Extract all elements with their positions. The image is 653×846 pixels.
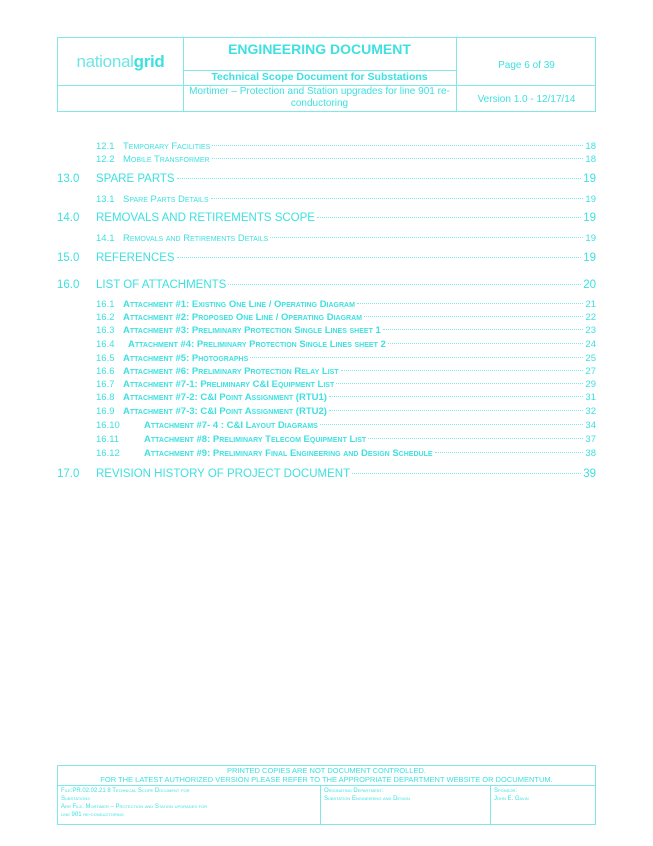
toc-entry-page: 39 xyxy=(583,468,596,480)
toc-entry-number: 12.2 xyxy=(96,154,115,165)
toc-entry-title: Attachment #7-2: C&I Point Assignment (RTU1) xyxy=(123,392,327,403)
toc-entry-page: 24 xyxy=(585,339,596,350)
toc-leader-dots xyxy=(388,343,584,344)
toc-leader-dots xyxy=(329,410,583,411)
toc-entry[interactable] xyxy=(96,379,596,390)
toc-entry-number: 14.1 xyxy=(96,233,115,244)
footer-divider xyxy=(490,785,491,825)
toc-entry-title: Mobile Transformer xyxy=(123,154,210,165)
toc-entry-number: 16.11 xyxy=(96,434,120,445)
toc-entry-number: 16.8 xyxy=(96,392,115,403)
toc-entry-page: 37 xyxy=(585,434,596,445)
toc-entry-number: 16.6 xyxy=(96,366,115,377)
toc-entry[interactable] xyxy=(96,325,596,336)
toc-entry-page: 19 xyxy=(583,252,596,264)
toc-leader-dots xyxy=(336,383,583,384)
footer-sponsor-value: John E. Gavin xyxy=(494,796,529,802)
toc-entry[interactable] xyxy=(96,392,596,403)
toc-leader-dots xyxy=(228,284,581,285)
toc-entry[interactable] xyxy=(96,353,596,364)
toc-leader-dots xyxy=(270,237,583,238)
footer-divider xyxy=(58,785,595,786)
toc-entry-title: Attachment #1: Existing One Line / Operating Diagram xyxy=(123,299,355,310)
toc-entry-page: 22 xyxy=(585,312,596,323)
toc-leader-dots xyxy=(212,158,584,159)
toc-entry-page: 18 xyxy=(585,141,596,152)
logo-text-national: national xyxy=(76,51,134,71)
toc-entry-title: Attachment #9: Preliminary Final Engineering and Design Schedule xyxy=(144,448,433,459)
toc-entry-number: 16.0 xyxy=(57,279,80,291)
document-description: Mortimer – Protection and Station upgrades for line 901 re-conductoring xyxy=(189,86,450,109)
toc-leader-dots xyxy=(177,257,582,258)
toc-entry-number: 12.1 xyxy=(96,141,115,152)
footer-file-line: File:PR.02.02.21 8 Technical Scope Document for xyxy=(61,788,190,794)
footer-sponsor-label: Sponsor: xyxy=(494,788,518,794)
footer-file-info xyxy=(61,787,317,819)
footer-department-label: Originating Department: xyxy=(324,788,384,794)
toc-entry-page: 38 xyxy=(585,448,596,459)
toc-entry-title: Attachment #7- 4 : C&I Layout Diagrams xyxy=(144,420,318,431)
toc-entry[interactable] xyxy=(96,299,596,310)
footer-sponsor xyxy=(494,787,594,803)
toc-entry-page: 34 xyxy=(585,420,596,431)
toc-entry[interactable] xyxy=(96,366,596,377)
toc-entry-title: Attachment #2: Proposed One Line / Operating Diagram xyxy=(123,312,362,323)
toc-leader-dots xyxy=(364,316,583,317)
toc-entry-page: 31 xyxy=(585,392,596,403)
toc-entry-title: LIST OF ATTACHMENTS xyxy=(96,279,227,291)
toc-entry-title: Attachment #3: Preliminary Protection Single Lines sheet 1 xyxy=(123,325,381,336)
page-number: Page 6 of 39 xyxy=(498,60,555,71)
toc-entry-title: Attachment #8: Preliminary Telecom Equipment List xyxy=(144,434,367,445)
footer-notice-line1: PRINTED COPIES ARE NOT DOCUMENT CONTROLLED. xyxy=(227,766,426,775)
toc-entry-number: 16.7 xyxy=(96,379,115,390)
toc-leader-dots xyxy=(341,370,584,371)
toc-entry-number: 15.0 xyxy=(57,252,80,264)
toc-leader-dots xyxy=(435,452,584,453)
toc-entry-title: SPARE PARTS xyxy=(96,173,175,185)
toc-entry-page: 19 xyxy=(585,233,596,244)
toc-entry-title: REFERENCES xyxy=(96,252,175,264)
toc-entry[interactable] xyxy=(57,279,596,291)
toc-entry-number: 16.1 xyxy=(96,299,115,310)
toc-entry[interactable] xyxy=(57,212,596,224)
toc-entry[interactable] xyxy=(96,339,596,350)
document-subtitle: Technical Scope Document for Substations xyxy=(211,71,428,83)
toc-leader-dots xyxy=(383,329,584,330)
toc-leader-dots xyxy=(352,473,581,474)
toc-entry-title: Temporary Facilities xyxy=(123,141,211,152)
footer-file-line: line 901 re-conductoring xyxy=(61,812,124,818)
toc-entry-title: Attachment #4: Preliminary Protection Single Lines sheet 2 xyxy=(128,339,386,350)
document-title: ENGINEERING DOCUMENT xyxy=(228,41,411,57)
toc-entry[interactable] xyxy=(96,233,596,244)
toc-entry-number: 14.0 xyxy=(57,212,80,224)
toc-entry[interactable] xyxy=(96,194,596,205)
footer-file-line: Arr File: Mortimer – Protection and Station upgrades for xyxy=(61,804,208,810)
toc-entry-number: 16.9 xyxy=(96,406,115,417)
footer-file-line: Substations xyxy=(61,796,90,802)
toc-leader-dots xyxy=(177,178,582,179)
toc-entry-number: 16.10 xyxy=(96,420,120,431)
toc-leader-dots xyxy=(320,424,584,425)
toc-entry-number: 16.5 xyxy=(96,353,115,364)
toc-entry-number: 16.4 xyxy=(96,339,115,350)
toc-entry-number: 16.2 xyxy=(96,312,115,323)
toc-leader-dots xyxy=(317,217,581,218)
document-footer xyxy=(57,765,596,825)
toc-entry-title: Attachment #7-3: C&I Point Assignment (RTU2) xyxy=(123,406,327,417)
toc-leader-dots xyxy=(329,396,583,397)
footer-divider xyxy=(320,785,321,825)
toc-entry[interactable] xyxy=(96,154,596,165)
toc-entry-title: Attachment #7-1: Preliminary C&I Equipment List xyxy=(123,379,335,390)
toc-entry[interactable] xyxy=(57,252,596,264)
toc-entry-page: 20 xyxy=(583,279,596,291)
footer-department-value: Substation Engineering and Design xyxy=(324,796,410,802)
toc-entry-page: 18 xyxy=(585,154,596,165)
toc-entry-title: REMOVALS AND RETIREMENTS SCOPE xyxy=(96,212,315,224)
toc-entry-number: 16.3 xyxy=(96,325,115,336)
toc-entry-number: 13.1 xyxy=(96,194,115,205)
toc-entry-page: 19 xyxy=(583,212,596,224)
toc-entry-page: 23 xyxy=(585,325,596,336)
toc-entry[interactable] xyxy=(96,141,596,152)
document-header xyxy=(57,37,596,112)
toc-leader-dots xyxy=(357,303,583,304)
toc-entry-page: 19 xyxy=(583,173,596,185)
company-logo xyxy=(58,38,183,85)
toc-entry[interactable] xyxy=(96,312,596,323)
toc-entry-page: 27 xyxy=(585,366,596,377)
toc-leader-dots xyxy=(368,438,583,439)
toc-entry-title: Removals and Retirements Details xyxy=(123,233,269,244)
toc-leader-dots xyxy=(212,145,583,146)
toc-entry-number: 16.12 xyxy=(96,448,120,459)
toc-entry-number: 17.0 xyxy=(57,468,80,480)
toc-entry[interactable] xyxy=(57,173,596,185)
logo-text-grid: grid xyxy=(133,51,165,71)
toc-entry[interactable] xyxy=(96,434,596,445)
toc-entry-title: REVISION HISTORY OF PROJECT DOCUMENT xyxy=(96,468,351,480)
toc-entry-page: 25 xyxy=(585,353,596,364)
toc-entry-page: 32 xyxy=(585,406,596,417)
toc-entry-page: 29 xyxy=(585,379,596,390)
toc-entry[interactable] xyxy=(96,406,596,417)
toc-entry[interactable] xyxy=(57,468,596,480)
toc-entry[interactable] xyxy=(96,420,596,431)
toc-leader-dots xyxy=(211,198,584,199)
document-version: Version 1.0 - 12/17/14 xyxy=(477,93,576,105)
footer-notice-line2: FOR THE LATEST AUTHORIZED VERSION PLEASE REFER TO THE APPROPRIATE DEPARTMENT WEBSITE OR DOCUMENTUM. xyxy=(100,775,553,784)
toc-entry-number: 13.0 xyxy=(57,173,80,185)
toc-entry-title: Attachment #5: Photographs xyxy=(123,353,249,364)
toc-entry-page: 19 xyxy=(585,194,596,205)
toc-entry[interactable] xyxy=(96,448,596,459)
footer-department xyxy=(324,787,488,803)
toc-entry-page: 21 xyxy=(585,299,596,310)
toc-entry-title: Spare Parts Details xyxy=(123,194,209,205)
toc-leader-dots xyxy=(250,357,583,358)
toc-entry-title: Attachment #6: Preliminary Protection Relay List xyxy=(123,366,339,377)
